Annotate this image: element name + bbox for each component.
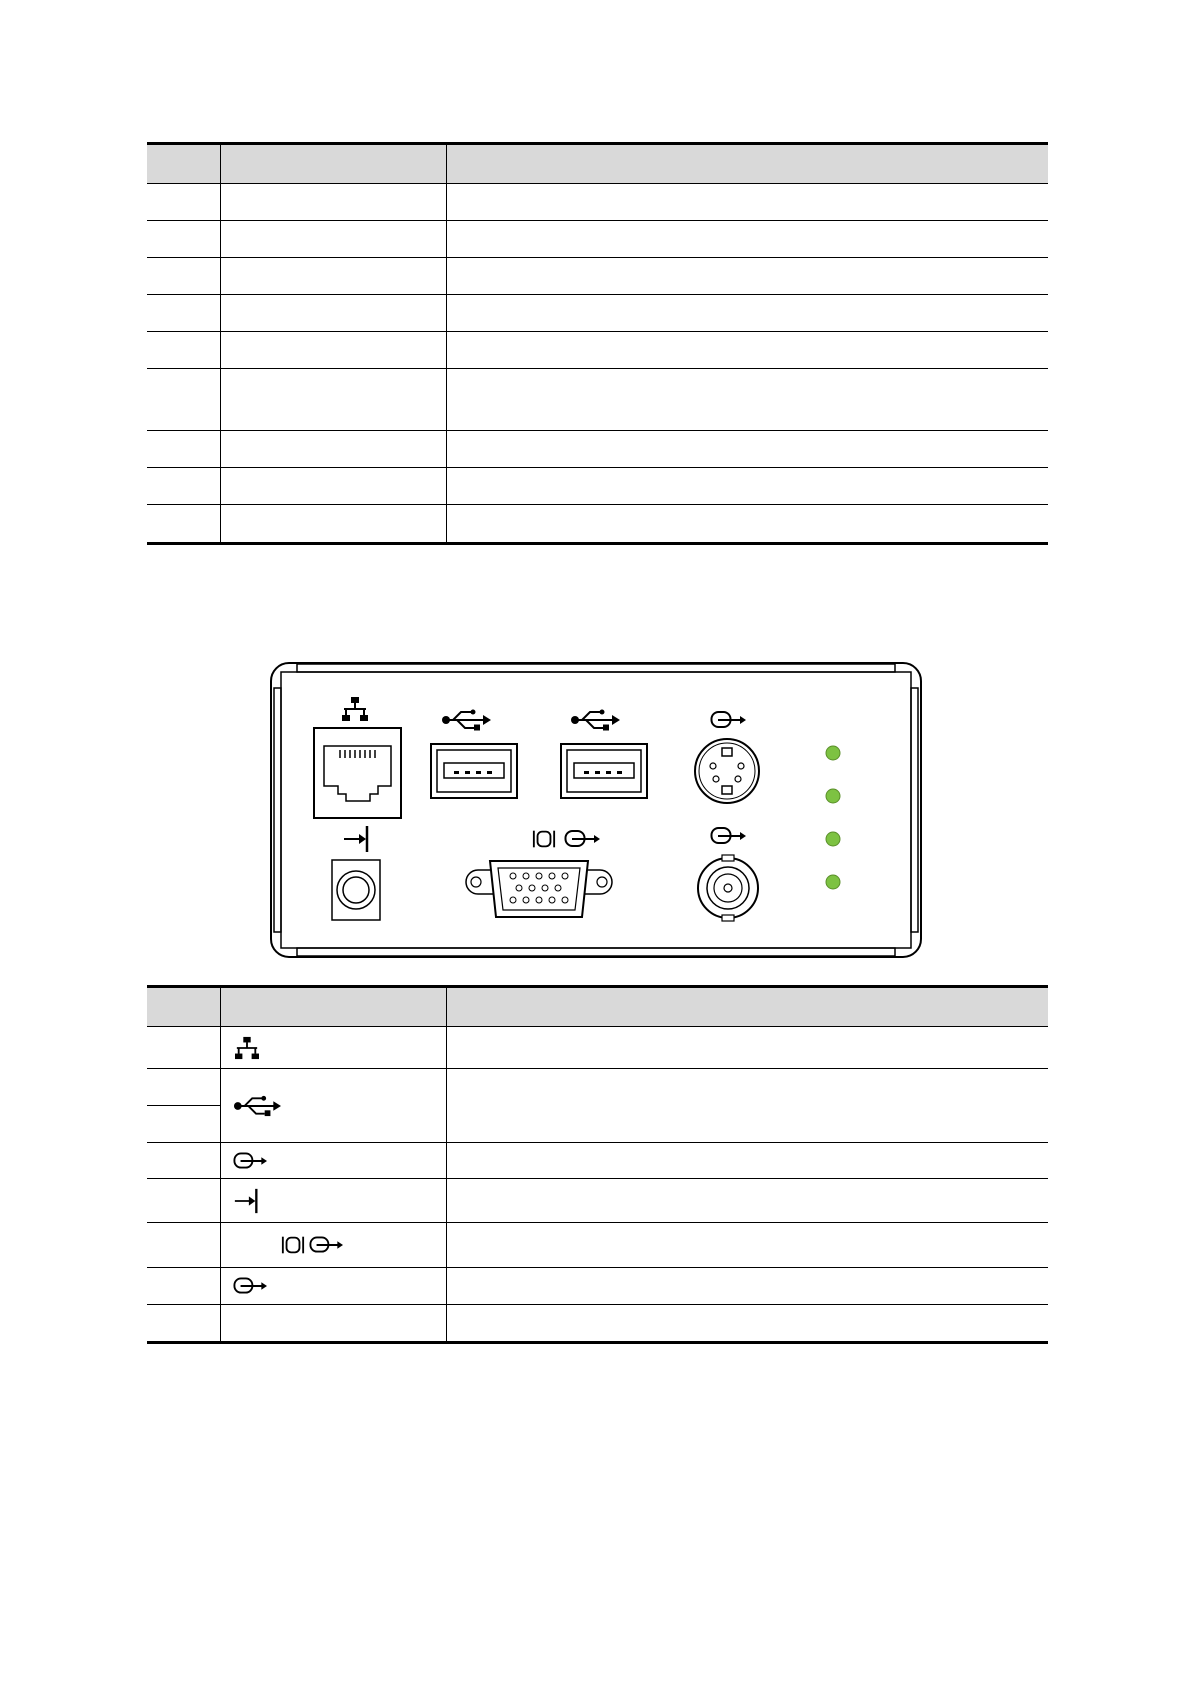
table-cell xyxy=(147,295,220,332)
table-row xyxy=(147,1223,1048,1268)
video-out-icon xyxy=(309,1235,343,1255)
table-cell xyxy=(147,1223,220,1268)
indicator-light xyxy=(826,746,840,760)
table-cell xyxy=(446,1268,1048,1305)
table-cell xyxy=(220,431,446,468)
table-2 xyxy=(147,985,1048,1344)
table-cell xyxy=(446,258,1048,295)
table-row xyxy=(147,184,1048,221)
table-cell xyxy=(446,295,1048,332)
table-row xyxy=(147,1069,1048,1106)
network-port xyxy=(314,728,401,818)
table-row xyxy=(147,505,1048,544)
table-cell xyxy=(446,1223,1048,1268)
table-1 xyxy=(147,142,1048,545)
table-row xyxy=(147,431,1048,468)
table-cell xyxy=(446,468,1048,505)
table-cell xyxy=(446,221,1048,258)
video-out-icon xyxy=(233,1276,267,1296)
table-cell xyxy=(220,184,446,221)
table-cell xyxy=(220,1027,446,1069)
table-cell xyxy=(147,1106,220,1143)
table-cell xyxy=(147,258,220,295)
table-row xyxy=(147,1305,1048,1343)
table-cell xyxy=(220,1069,446,1143)
table-cell xyxy=(220,1143,446,1179)
indicator-light xyxy=(826,832,840,846)
table-cell xyxy=(220,295,446,332)
audio-in-icon xyxy=(233,1187,261,1215)
indicator-light xyxy=(826,789,840,803)
table-cell xyxy=(147,1305,220,1343)
table-cell xyxy=(220,1223,446,1268)
table-cell xyxy=(147,332,220,369)
table-cell xyxy=(220,1179,446,1223)
network-icon xyxy=(233,1036,261,1060)
table-cell xyxy=(147,221,220,258)
table-cell xyxy=(446,1069,1048,1143)
table-cell xyxy=(220,221,446,258)
table-cell xyxy=(220,332,446,369)
vga-monitor-icon xyxy=(281,1234,305,1256)
table-cell xyxy=(147,1027,220,1069)
table-cell xyxy=(220,468,446,505)
table-cell xyxy=(147,468,220,505)
table-cell xyxy=(220,1305,446,1343)
rear-panel-illustration xyxy=(270,662,922,958)
table-row xyxy=(147,1268,1048,1305)
table-row xyxy=(147,258,1048,295)
table-cell xyxy=(147,505,220,544)
table-cell xyxy=(446,505,1048,544)
table-header xyxy=(147,987,1048,1027)
table-cell xyxy=(220,258,446,295)
table-cell xyxy=(446,1305,1048,1343)
table-header xyxy=(147,144,1048,184)
header-cell xyxy=(147,987,220,1027)
header-cell xyxy=(220,144,446,184)
table-cell xyxy=(446,184,1048,221)
table-cell xyxy=(147,1268,220,1305)
usb-port xyxy=(431,744,517,798)
table-cell xyxy=(446,1143,1048,1179)
usb-icon xyxy=(233,1095,281,1117)
indicator-light xyxy=(826,875,840,889)
s-video-port xyxy=(695,739,759,803)
table-cell xyxy=(446,1027,1048,1069)
table-row xyxy=(147,295,1048,332)
header-cell xyxy=(446,987,1048,1027)
table-row xyxy=(147,332,1048,369)
video-out-icon xyxy=(233,1151,267,1171)
table-row xyxy=(147,1143,1048,1179)
audio-in-port xyxy=(332,860,380,920)
table-cell xyxy=(147,184,220,221)
panel-right-rail xyxy=(911,688,918,932)
table-cell xyxy=(220,1268,446,1305)
table-row xyxy=(147,369,1048,431)
table-cell xyxy=(147,431,220,468)
header-cell xyxy=(147,144,220,184)
table-cell xyxy=(220,369,446,431)
table-cell xyxy=(220,505,446,544)
table-row xyxy=(147,468,1048,505)
table-cell xyxy=(446,1179,1048,1223)
table-row xyxy=(147,1027,1048,1069)
table-row xyxy=(147,221,1048,258)
usb-port xyxy=(561,744,647,798)
panel-top-rail xyxy=(297,664,895,672)
table-cell xyxy=(446,369,1048,431)
table-cell xyxy=(446,332,1048,369)
table-cell xyxy=(147,1143,220,1179)
table-cell xyxy=(147,1069,220,1106)
header-cell xyxy=(446,144,1048,184)
header-cell xyxy=(220,987,446,1027)
table-row xyxy=(147,1179,1048,1223)
table-cell xyxy=(147,1179,220,1223)
panel-bottom-rail xyxy=(297,948,895,956)
table-cell xyxy=(147,369,220,431)
table-cell xyxy=(446,431,1048,468)
panel-left-rail xyxy=(274,688,281,932)
